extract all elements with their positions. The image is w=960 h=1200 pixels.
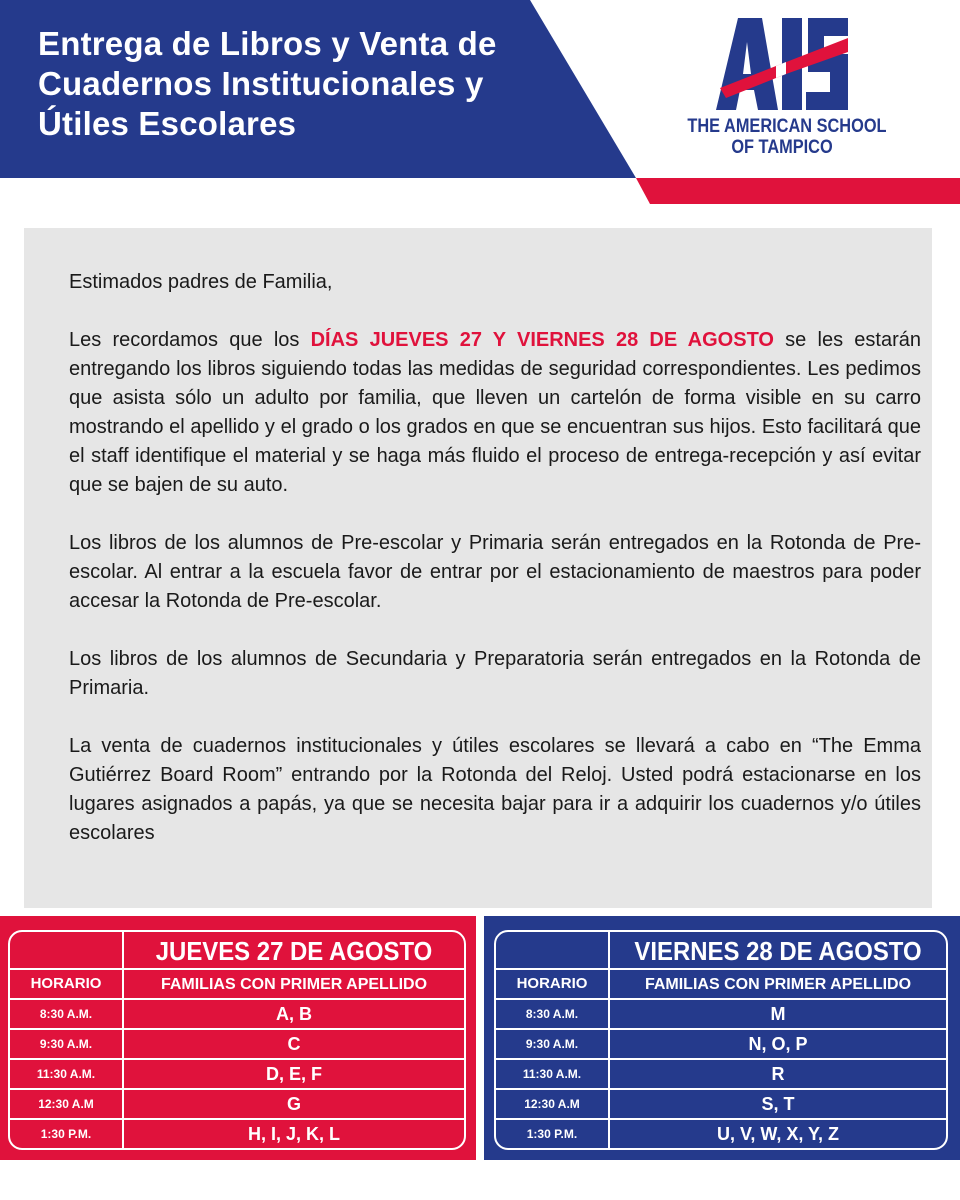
table-row: [496, 1120, 946, 1148]
row-families: U, V, W, X, Y, Z: [716, 1124, 840, 1144]
column-header-families: FAMILIAS CON PRIMER APELLIDO: [160, 976, 428, 993]
school-name-line-2: OF TAMPICO: [731, 137, 833, 158]
table-row: [496, 1000, 946, 1030]
table-row: [496, 1060, 946, 1090]
school-logo: [672, 14, 892, 164]
row-time: 1:30 P.M.: [40, 1127, 92, 1141]
column-header-time: HORARIO: [30, 975, 102, 992]
row-families: D, E, F: [265, 1064, 322, 1084]
table-row: [10, 1000, 464, 1030]
schedule-card-friday: [484, 916, 960, 1160]
schedule-day-title: VIERNES 28 DE AGOSTO: [634, 936, 922, 966]
row-time: 1:30 P.M.: [526, 1127, 578, 1141]
table-row: [10, 1030, 464, 1060]
schedule-table-friday: [494, 930, 948, 1150]
schedule-card-thursday: [0, 916, 476, 1160]
table-row: [10, 1060, 464, 1090]
page-title: [38, 24, 558, 144]
schedule-column-headers: [10, 970, 464, 1000]
schedule-column-headers: [496, 970, 946, 1000]
column-header-families: FAMILIAS CON PRIMER APELLIDO: [644, 976, 912, 993]
school-name-line-1: THE AMERICAN SCHOOL: [687, 116, 887, 137]
dates-highlight: DÍAS JUEVES 27 Y VIERNES 28 DE AGOSTO: [310, 329, 774, 351]
letter-paragraph-4: La venta de cuadernos institucionales y útiles escolares se llevará a cabo en “The Emma Gutiérrez Board Room” entrando por la Rotonda del Reloj. Usted podrá estacionarse en los lugares asignados a papás, ya que se necesita bajar para ir a adquirir los cuadernos y/o útiles escolares: [69, 735, 921, 844]
letter-body: [69, 268, 921, 877]
schedule-header: [10, 932, 464, 970]
ais-logo-icon: [716, 18, 848, 110]
schedule-table-thursday: [8, 930, 466, 1150]
row-time: 12:30 A.M: [38, 1097, 94, 1111]
row-families: C: [287, 1034, 301, 1054]
p1-rest: se les estarán entregando los libros siguiendo todas las medidas de seguridad correspondientes. Les pedimos que asista sólo un adulto por familia, que lleven un cartelón de forma visible en su carro mostrando el apellido y el grado o los grados en que se encuentran sus hijos. Esto facilitará que el staff identifique el material y se haga más fluido el proceso de entrega-recepción y así evitar que se bajen de su auto.: [69, 329, 921, 496]
letter-paragraph-1: [69, 326, 921, 500]
row-time: 12:30 A.M: [524, 1097, 580, 1111]
letter-panel: [24, 228, 932, 908]
row-families: G: [286, 1094, 301, 1114]
school-name: [687, 116, 887, 158]
letter-greeting: Estimados padres de Familia,: [69, 271, 333, 293]
letter-paragraph-3: Los libros de los alumnos de Secundaria y Preparatoria serán entregados en la Rotonda de Primaria.: [69, 648, 921, 699]
p1-intro: Les recordamos que los: [69, 329, 311, 351]
column-header-time: HORARIO: [516, 975, 588, 992]
row-time: 9:30 A.M.: [39, 1037, 93, 1051]
row-families: R: [771, 1064, 785, 1084]
table-row: [496, 1090, 946, 1120]
row-families: H, I, J, K, L: [247, 1124, 340, 1144]
row-time: 11:30 A.M.: [522, 1067, 582, 1081]
row-families: S, T: [761, 1094, 795, 1114]
row-families: M: [770, 1004, 786, 1024]
schedule-header: [496, 932, 946, 970]
table-row: [10, 1090, 464, 1120]
row-time: 8:30 A.M.: [525, 1007, 579, 1021]
letter-paragraph-2: Los libros de los alumnos de Pre-escolar y Primaria serán entregados en la Rotonda de Pre-escolar. Al entrar a la escuela favor de entrar por el estacionamiento de maestros para poder accesar la Rotonda de Pre-escolar.: [69, 532, 921, 612]
row-families: A, B: [276, 1004, 312, 1024]
row-time: 11:30 A.M.: [36, 1067, 96, 1081]
row-time: 9:30 A.M.: [525, 1037, 579, 1051]
table-row: [10, 1120, 464, 1148]
title-line-3: Útiles Escolares: [38, 105, 297, 142]
title-line-1: Entrega de Libros y Venta de: [38, 25, 497, 62]
schedule-day-title: JUEVES 27 DE AGOSTO: [155, 936, 433, 966]
row-families: N, O, P: [748, 1034, 808, 1054]
row-time: 8:30 A.M.: [39, 1007, 93, 1021]
table-row: [496, 1030, 946, 1060]
title-line-2: Cuadernos Institucionales y: [38, 65, 484, 102]
